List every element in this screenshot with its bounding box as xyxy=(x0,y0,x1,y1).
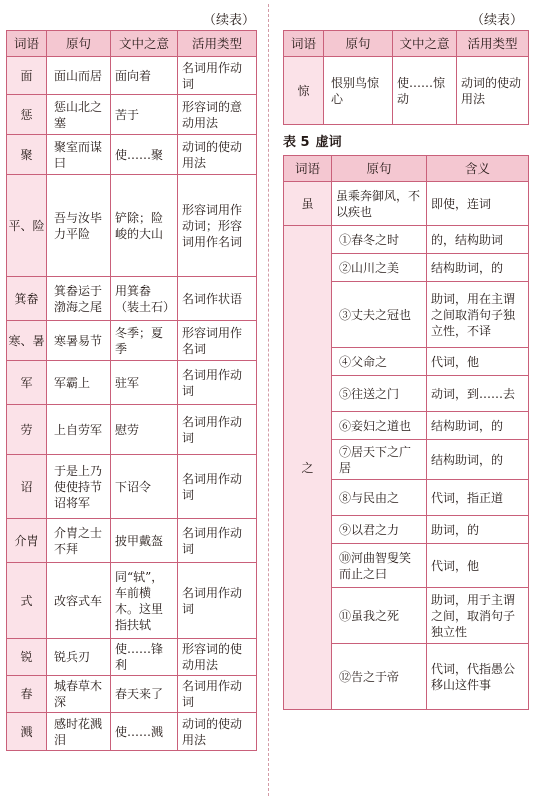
row-sentence: ⑨以君之力 xyxy=(332,516,427,544)
row-sentence: ⑩河曲智叟笑而止之曰 xyxy=(332,544,427,588)
row-meaning: 使……锋利 xyxy=(111,639,178,676)
row-type: 动词的使动用法 xyxy=(178,713,257,751)
row-meaning: 动词，到……去 xyxy=(427,376,529,412)
header-word: 词语 xyxy=(284,156,332,182)
row-sentence: 惩山北之塞 xyxy=(47,95,111,135)
table-row xyxy=(7,95,257,135)
row-sentence: 恨别鸟惊心 xyxy=(324,57,393,125)
table-row xyxy=(7,713,257,751)
row-meaning: 助词，的 xyxy=(427,516,529,544)
row-meaning: 助词，用于主谓之间，取消句子独立性 xyxy=(427,588,529,644)
row-meaning: 披甲戴盔 xyxy=(111,519,178,563)
row-word: 箕畚 xyxy=(7,277,47,321)
row-meaning: 结构助词，的 xyxy=(427,412,529,440)
header-word: 词语 xyxy=(284,31,324,57)
row-meaning: 下诏令 xyxy=(111,455,178,519)
row-word: 惊 xyxy=(284,57,324,125)
row-type: 动词的使动用法 xyxy=(457,57,529,125)
row-word: 寒、暑 xyxy=(7,321,47,361)
row-meaning: 代词，他 xyxy=(427,348,529,376)
table-row xyxy=(284,226,529,254)
table-row xyxy=(7,135,257,175)
row-sentence: 聚室而谋曰 xyxy=(47,135,111,175)
row-sentence: ④父命之 xyxy=(332,348,427,376)
right-table-continued xyxy=(283,30,529,125)
row-sentence: 寒暑易节 xyxy=(47,321,111,361)
row-meaning: 结构助词，的 xyxy=(427,254,529,282)
row-sentence: ①春冬之时 xyxy=(332,226,427,254)
table-row xyxy=(7,321,257,361)
row-type: 名词用作动词 xyxy=(178,676,257,713)
row-meaning: 用箕畚（装土石） xyxy=(111,277,178,321)
table-row xyxy=(7,676,257,713)
row-meaning: 的，结构助词 xyxy=(427,226,529,254)
header-meaning: 文中之意 xyxy=(111,31,178,57)
table-row xyxy=(7,519,257,563)
row-word: 聚 xyxy=(7,135,47,175)
table-row xyxy=(7,405,257,455)
row-sentence: ⑤往送之门 xyxy=(332,376,427,412)
function-table-body xyxy=(284,182,529,710)
continued-label-right: （续表） xyxy=(470,13,523,28)
row-word: 虽 xyxy=(284,182,332,226)
header-sentence: 原句 xyxy=(47,31,111,57)
row-type: 形容词的使动用法 xyxy=(178,639,257,676)
row-sentence: ⑪虽我之死 xyxy=(332,588,427,644)
row-meaning: 结构助词，的 xyxy=(427,440,529,480)
row-type: 名词用作动词 xyxy=(178,57,257,95)
header-type: 活用类型 xyxy=(457,31,529,57)
row-type: 动词的使动用法 xyxy=(178,135,257,175)
row-type: 名词作状语 xyxy=(178,277,257,321)
row-sentence: 改容式车 xyxy=(47,563,111,639)
row-sentence: ②山川之美 xyxy=(332,254,427,282)
table-row xyxy=(7,57,257,95)
row-type: 名词用作动词 xyxy=(178,361,257,405)
row-meaning: 同“轼”，车前横木。这里指扶轼 xyxy=(111,563,178,639)
table-row xyxy=(7,361,257,405)
row-meaning: 使……聚 xyxy=(111,135,178,175)
right-table-header xyxy=(284,31,529,57)
row-sentence: 上自劳军 xyxy=(47,405,111,455)
header-type: 活用类型 xyxy=(178,31,257,57)
row-meaning: 驻军 xyxy=(111,361,178,405)
table-row xyxy=(7,455,257,519)
header-word: 词语 xyxy=(7,31,47,57)
header-meaning: 文中之意 xyxy=(393,31,457,57)
row-meaning: 代词，他 xyxy=(427,544,529,588)
row-meaning: 代词，代指愚公移山这件事 xyxy=(427,644,529,710)
continued-label-left: （续表） xyxy=(202,13,255,28)
row-type: 形容词用作名词 xyxy=(178,321,257,361)
row-meaning: 代词，指正道 xyxy=(427,480,529,516)
row-word: 劳 xyxy=(7,405,47,455)
row-meaning: 使……溅 xyxy=(111,713,178,751)
row-sentence: 面山而居 xyxy=(47,57,111,95)
row-sentence: 介胄之士不拜 xyxy=(47,519,111,563)
table-row xyxy=(7,563,257,639)
row-type: 名词用作动词 xyxy=(178,455,257,519)
row-word: 介胄 xyxy=(7,519,47,563)
row-type: 名词用作动词 xyxy=(178,405,257,455)
function-words-table xyxy=(283,155,529,710)
row-meaning: 使……惊动 xyxy=(393,57,457,125)
row-meaning: 助词，用在主谓之间取消句子独立性，不译 xyxy=(427,282,529,348)
row-meaning: 面向着 xyxy=(111,57,178,95)
row-sentence: 城春草木深 xyxy=(47,676,111,713)
row-meaning: 慰劳 xyxy=(111,405,178,455)
row-meaning: 即使，连词 xyxy=(427,182,529,226)
row-sentence: 箕畚运于渤海之尾 xyxy=(47,277,111,321)
row-sentence: 感时花溅泪 xyxy=(47,713,111,751)
row-sentence: ⑫告之于帝 xyxy=(332,644,427,710)
table-row xyxy=(7,175,257,277)
table-row xyxy=(7,277,257,321)
row-meaning: 苦于 xyxy=(111,95,178,135)
row-sentence: 军霸上 xyxy=(47,361,111,405)
row-sentence: 虽乘奔御风，不以疾也 xyxy=(332,182,427,226)
table-row xyxy=(284,182,529,226)
row-sentence: ⑧与民由之 xyxy=(332,480,427,516)
row-word: 溅 xyxy=(7,713,47,751)
row-sentence: 吾与汝毕力平险 xyxy=(47,175,111,277)
row-word: 平、险 xyxy=(7,175,47,277)
row-sentence: ⑦居天下之广居 xyxy=(332,440,427,480)
row-word: 式 xyxy=(7,563,47,639)
row-meaning: 铲除；险峻的大山 xyxy=(111,175,178,277)
row-type: 形容词的意动用法 xyxy=(178,95,257,135)
row-type: 形容词用作动词；形容词用作名词 xyxy=(178,175,257,277)
row-word: 军 xyxy=(7,361,47,405)
table-row xyxy=(7,639,257,676)
row-word: 春 xyxy=(7,676,47,713)
function-table-header xyxy=(284,156,529,182)
row-meaning: 春天来了 xyxy=(111,676,178,713)
row-sentence: ③丈夫之冠也 xyxy=(332,282,427,348)
row-word: 面 xyxy=(7,57,47,95)
column-divider xyxy=(268,4,269,796)
row-word: 诏 xyxy=(7,455,47,519)
header-sentence: 原句 xyxy=(332,156,427,182)
row-sentence: 于是上乃使使持节诏将军 xyxy=(47,455,111,519)
left-table-header xyxy=(7,31,257,57)
header-sentence: 原句 xyxy=(324,31,393,57)
header-meaning: 含义 xyxy=(427,156,529,182)
row-word: 锐 xyxy=(7,639,47,676)
left-table-body xyxy=(7,57,257,751)
row-meaning: 冬季；夏季 xyxy=(111,321,178,361)
table-row xyxy=(284,57,529,125)
row-sentence: 锐兵刃 xyxy=(47,639,111,676)
row-type: 名词用作动词 xyxy=(178,519,257,563)
table-caption xyxy=(283,131,342,150)
caption-number: 表 5 xyxy=(283,135,310,150)
row-word: 之 xyxy=(284,226,332,710)
row-type: 名词用作动词 xyxy=(178,563,257,639)
left-table xyxy=(6,30,257,751)
row-word: 惩 xyxy=(7,95,47,135)
row-sentence: ⑥妾妇之道也 xyxy=(332,412,427,440)
caption-title: 虚词 xyxy=(315,135,342,150)
